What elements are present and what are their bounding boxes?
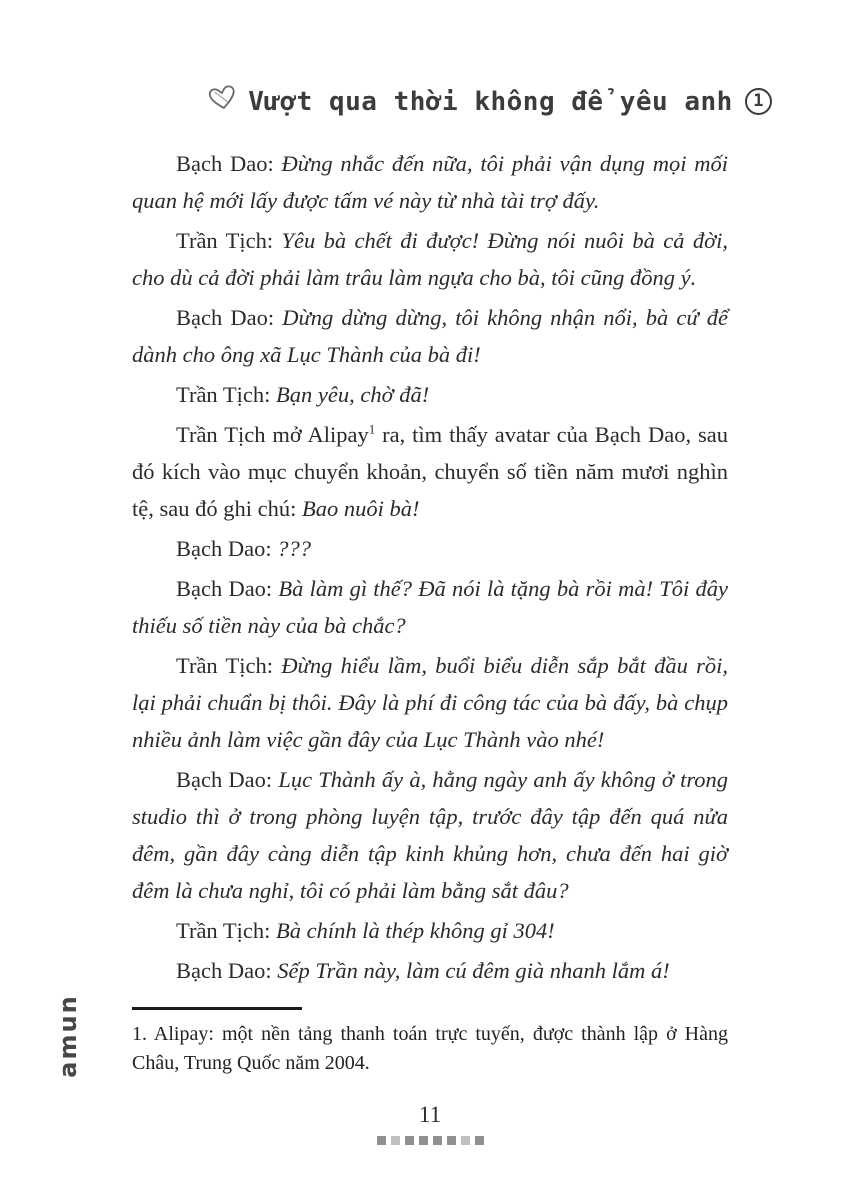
- ornament-square: [461, 1136, 470, 1145]
- dialogue-segment: Bà làm gì thế? Đã nói là tặng bà rồi mà! Tôi đây thiếu số tiền này của bà chắc?: [132, 576, 728, 638]
- ornament-square: [475, 1136, 484, 1145]
- dialogue-segment: Yêu bà chết đi được! Đừng nói nuôi bà cả đời, cho dù cả đời phải làm trâu làm ngựa cho bà, tôi cũng đồng ý.: [132, 228, 728, 290]
- speaker-name: Trần Tịch:: [176, 918, 277, 943]
- dialogue-text: [132, 145, 728, 989]
- dialogue-paragraph: [132, 647, 728, 758]
- dialogue-segment: ra, tìm thấy avatar của Bạch Dao, sau đó kích vào mục chuyển khoản, chuyển số tiền năm mươi nghìn tệ, sau đó ghi chú:: [132, 422, 729, 521]
- dialogue-segment: Dừng dừng dừng, tôi không nhận nổi, bà cứ để dành cho ông xã Lục Thành của bà đi!: [132, 305, 728, 367]
- speaker-name: Trần Tịch:: [176, 228, 282, 253]
- page-header: [248, 84, 764, 119]
- speaker-name: Trần Tịch:: [176, 382, 277, 407]
- dialogue-segment: Bà chính là thép không gỉ 304!: [276, 918, 555, 943]
- dialogue-paragraph: [132, 299, 728, 373]
- speaker-name: Bạch Dao:: [176, 958, 278, 983]
- dialogue-paragraph: [132, 912, 728, 949]
- footnote-ref: 1: [368, 421, 376, 437]
- book-title: Vượt qua thời không để yêu anh: [248, 86, 733, 117]
- dialogue-segment: Bao nuôi bà!: [301, 496, 420, 521]
- ornament-square: [391, 1136, 400, 1145]
- dialogue-segment: Đừng hiểu lầm, buổi biểu diễn sắp bắt đầu rồi, lại phải chuẩn bị thôi. Đây là phí đi công tác của bà đấy, bà chụp nhiều ảnh làm việc gần đây của Lục Thành vào nhé!: [132, 653, 729, 752]
- dialogue-paragraph: [132, 376, 728, 413]
- ornament-square: [405, 1136, 414, 1145]
- dialogue-paragraph: [132, 416, 728, 527]
- dialogue-segment: Bạn yêu, chờ đã!: [276, 382, 430, 407]
- speaker-name: Bạch Dao:: [176, 536, 278, 561]
- dialogue-paragraph: [132, 222, 728, 296]
- footnote: 1. Alipay: một nền tảng thanh toán trực tuyến, được thành lập ở Hàng Châu, Trung Quốc năm 2004.: [132, 1022, 728, 1074]
- dialogue-segment: Trần Tịch mở Alipay: [176, 422, 369, 447]
- dialogue-paragraph: [132, 570, 728, 644]
- dialogue-segment: Đừng nhắc đến nữa, tôi phải vận dụng mọi mối quan hệ mới lấy được tấm vé này từ nhà tài trợ đấy.: [132, 151, 728, 213]
- dialogue-segment: Sếp Trần này, làm cú đêm già nhanh lắm á!: [277, 958, 670, 983]
- ornament-square: [447, 1136, 456, 1145]
- dialogue-segment: Lục Thành ấy à, hằng ngày anh ấy không ở trong studio thì ở trong phòng luyện tập, trước đây tập đến quá nửa đêm, gần đây càng diễn tập kinh khủng hơn, chưa đến hai giờ đêm là chưa nghỉ, tôi có phải làm bằng sắt đâu?: [132, 767, 729, 903]
- dialogue-paragraph: [132, 530, 728, 567]
- page-footer: [132, 1102, 728, 1145]
- publisher-logo: amun: [54, 994, 82, 1078]
- page-number: 11: [418, 1101, 442, 1127]
- speaker-name: Bạch Dao:: [176, 305, 283, 330]
- footnote-divider: [132, 1007, 302, 1010]
- dialogue-paragraph: [132, 761, 728, 909]
- volume-badge: 1: [745, 88, 772, 115]
- dialogue-segment: ???: [277, 536, 311, 561]
- ornament-square: [433, 1136, 442, 1145]
- dialogue-paragraph: [132, 145, 728, 219]
- ornament-square: [377, 1136, 386, 1145]
- speaker-name: Trần Tịch:: [176, 653, 282, 678]
- speaker-name: Bạch Dao:: [176, 151, 282, 176]
- footer-ornament: [132, 1136, 728, 1145]
- speaker-name: Bạch Dao:: [176, 767, 279, 792]
- heart-doodle-icon: [206, 82, 241, 121]
- ornament-square: [419, 1136, 428, 1145]
- speaker-name: Bạch Dao:: [176, 576, 279, 601]
- dialogue-paragraph: [132, 952, 728, 989]
